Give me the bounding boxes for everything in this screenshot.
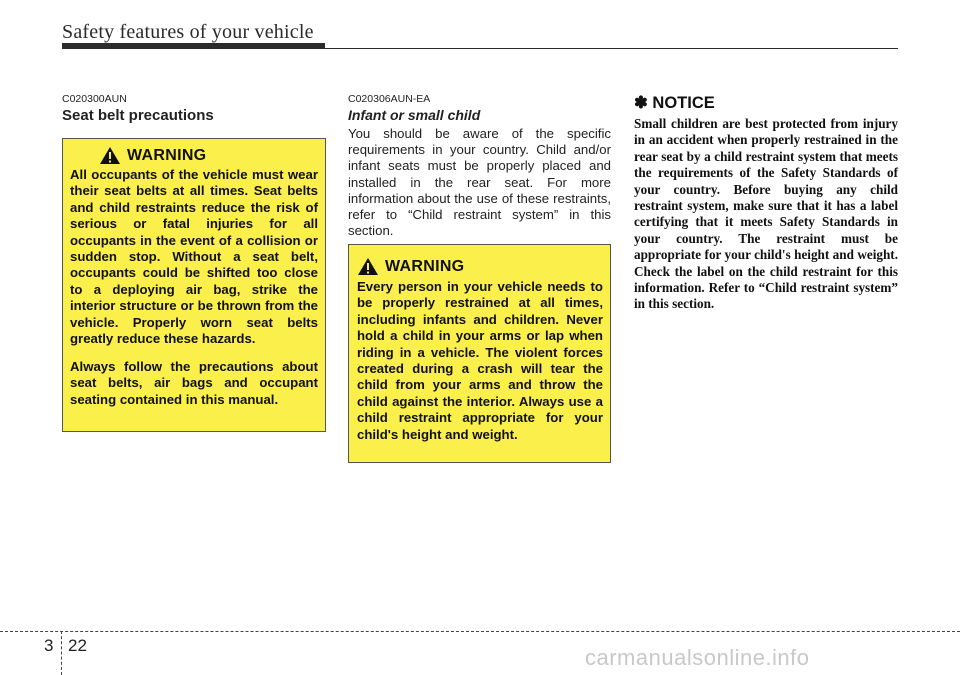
warning-header bbox=[99, 146, 206, 165]
footer-divider bbox=[61, 631, 62, 675]
page-number: 22 bbox=[68, 636, 87, 655]
warning-paragraph: All occupants of the vehicle must wear their seat belts at all times. Seat belts and child restraints reduce the risk of serious or fatal injuries for all occupants in the event of a collision or sudden stop. Without a seat belt, occupants could be shifted too close to a deploying air bag, strike the interior structure or be thrown from the vehicle. Properly worn seat belts greatly reduce these hazards. bbox=[70, 167, 318, 347]
section-heading: Seat belt precautions bbox=[62, 107, 214, 124]
body-paragraph: You should be aware of the specific requirements in your country. Child and/or infant seats must be properly placed and installed in the rear seat. For more information about the use of these restraints, refer to “Child restraint system” in this section. bbox=[348, 126, 611, 239]
header-rule bbox=[62, 48, 898, 49]
section-code: C020306AUN-EA bbox=[348, 93, 431, 105]
notice-paragraph: Small children are best protected from injury in an accident when properly restrained in the rear seat by a child restraint system that meets the requirements of the Safety Standards of your country. Before buying any child restraint system, make sure that it has a label certifying that it meets Safety Standards in your country. The restraint must be appropriate for your child's height and weight. Check the label on the child restraint for this information. Refer to “Child restraint system” in this section. bbox=[634, 116, 898, 312]
warning-paragraph: Always follow the precautions about seat belts, air bags and occupant seating contained in this manual. bbox=[70, 359, 318, 407]
warning-header bbox=[357, 257, 464, 276]
warning-label: WARNING bbox=[385, 257, 465, 275]
warning-triangle-icon bbox=[99, 146, 121, 165]
section-number: 3 bbox=[44, 636, 54, 655]
warning-triangle-icon bbox=[357, 257, 379, 276]
section-subheading: Infant or small child bbox=[348, 107, 481, 123]
warning-label: WARNING bbox=[127, 146, 207, 164]
warning-box bbox=[348, 244, 611, 463]
section-code: C020300AUN bbox=[62, 93, 127, 105]
watermark: carmanualsonline.info bbox=[585, 645, 810, 670]
warning-paragraph: Every person in your vehicle needs to be properly restrained at all times, including infants and children. Never hold a child in your arms or lap when riding in a vehicle. The violent forces created during a crash will tear the child from your arms and throw the child against the interior. Always use a child restraint appropriate for your child's height and weight. bbox=[357, 279, 603, 442]
footer-rule bbox=[0, 631, 960, 632]
header-title: Safety features of your vehicle bbox=[62, 21, 314, 43]
notice-heading: ✽ NOTICE bbox=[634, 94, 715, 112]
warning-box bbox=[62, 138, 326, 432]
